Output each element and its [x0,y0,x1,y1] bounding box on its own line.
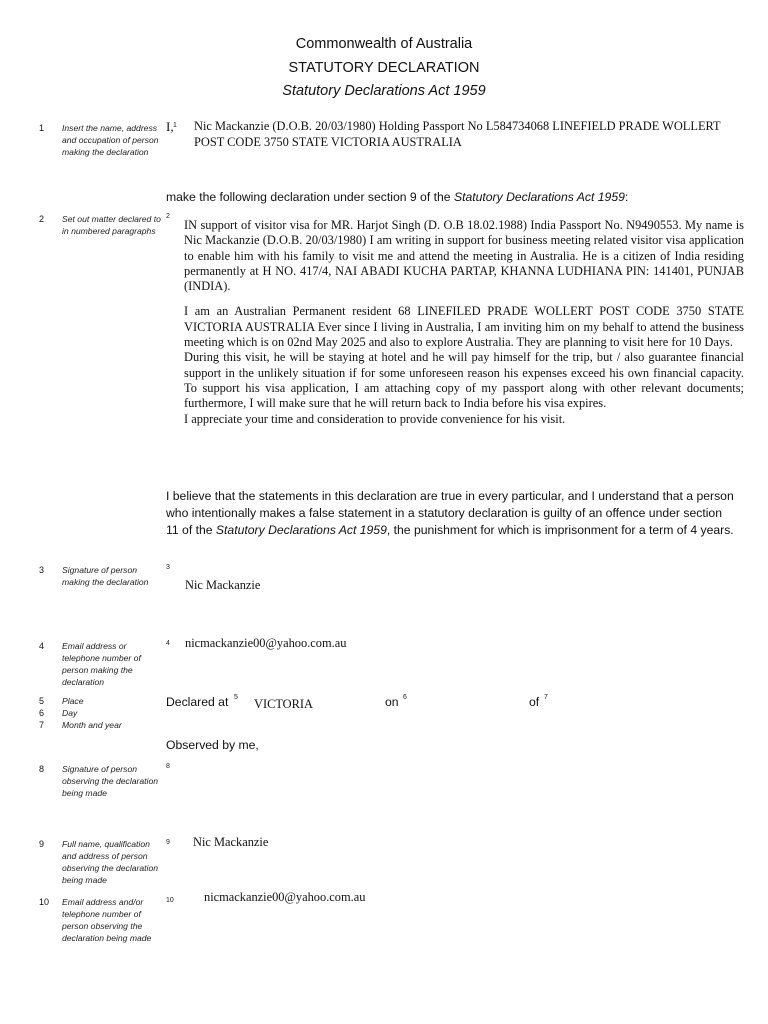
note-2-text: Set out matter declared to in numbered paragraphs [62,214,161,236]
note-number-10: 10 [39,897,50,907]
note-number-9: 9 [39,839,45,849]
note-number-3: 3 [39,565,45,575]
statement-paragraph-1: IN support of visitor visa for MR. Harjot Singh (D. O.B 18.02.1988) India Passport No. N9490553. My name is Nic Mackanzie (D.O.B. 20/03/1980) I am writing in support for business meeting related visitor visa application to enable him with his family to visit me and attend the meeting in Australia. He is a citizen of India residing permanently at H NO. 417/4, NAI ABADI KUCHA PARTAP, KHANNA LUDHIANA PIN: 141401, PUNJAB (INDIA). [184,218,744,294]
note-8-text: Signature of person observing the declaration being made [62,764,159,798]
declarant-details: Nic Mackanzie (D.O.B. 20/03/1980) Holding Passport No L584734068 LINEFIELD PRADE WOLLERT POST CODE 3750 STATE VICTORIA AUSTRALIA [194,119,721,149]
statement-paragraph-2: I am an Australian Permanent resident 68 LINEFILED PRADE WOLLERT POST CODE 3750 STATE VICTORIA AUSTRALIA Ever since I living in Australia, I am inviting him on my behalf to attend the business meeting which is on 02nd May 2025 and also to explore Australia. They are planning to visit here for 10 Days. [184,304,744,350]
declared-at-label: Declared at [166,695,229,709]
contact-superscript: 4 [166,640,170,647]
declaration-intro [166,190,746,204]
statement-body [184,218,744,427]
note-9-text: Full name, qualification and address of person observing the declaration being made [62,839,159,885]
belief-text-part-1: I believe that the statements in this declaration are true in every particular, and I understand that a person who intentionally makes a false statement in a statutory declaration is guilty of an offence under section 11 of the [166,489,734,537]
observer-name: Nic Mackanzie [193,835,269,849]
note-7-text: Month and year [62,720,122,730]
note-number-4: 4 [39,641,45,651]
declarant-superscript: 1 [173,122,177,129]
statement-paragraph-3: During this visit, he will be staying at hotel and he will pay himself for the trip, but / also guarantee financial support in the unlikely situation if for some unforeseen reason his expenses exceed his own financial capacity. To support his visa application, I am attaching copy of my passport along with other relevant documents; furthermore, I will make sure that he will return back to India before his visa expires. [184,350,744,411]
note-number-6: 6 [39,708,45,718]
document-subtitle: STATUTORY DECLARATION [288,60,480,76]
observer-name-superscript: 9 [166,839,170,846]
declaration-intro-colon: : [624,190,629,204]
note-number-2: 2 [39,214,45,224]
note-5-text: Place [62,696,84,706]
belief-act: Statutory Declarations Act 1959 [215,523,387,537]
note-3-text: Signature of person making the declaration [62,565,149,587]
note-10-text: Email address and/or telephone number of person observing the declaration being made [62,897,152,943]
note-6-text: Day [62,708,78,718]
statement-superscript: 2 [166,213,170,220]
note-4-text: Email address or telephone number of person making the declaration [62,641,141,687]
note-number-7: 7 [39,720,45,730]
signature-superscript: 3 [166,564,170,571]
note-number-5: 5 [39,696,45,706]
place-superscript: 5 [234,694,238,701]
declared-of-label: of [529,695,540,709]
declaration-intro-text: make the following declaration under section 9 of the [166,190,454,204]
declarant-prefix: I, [166,119,174,134]
note-number-8: 8 [39,764,45,774]
note-number-1: 1 [39,123,45,133]
statement-paragraph-4: I appreciate your time and consideration to provide convenience for his visit. [184,411,566,426]
day-superscript: 6 [403,694,407,701]
declarant-signature: Nic Mackanzie [185,578,261,592]
declared-place: VICTORIA [254,697,313,711]
declarant-email: nicmackanzie00@yahoo.com.au [185,636,347,650]
declared-on-label: on [385,695,399,709]
observer-email: nicmackanzie00@yahoo.com.au [204,890,366,904]
belief-statement [166,488,736,539]
note-1-text: Insert the name, address and occupation of person making the declaration [62,123,159,157]
act-title: Statutory Declarations Act 1959 [282,83,486,99]
belief-text-part-2: , the punishment for which is imprisonment for a term of 4 years. [386,523,734,537]
observer-contact-superscript: 10 [166,897,174,904]
observed-label: Observed by me, [166,738,259,752]
declaration-intro-act: Statutory Declarations Act 1959 [453,190,625,204]
document-title: Commonwealth of Australia [295,36,473,52]
observer-signature-superscript: 8 [166,763,170,770]
month-superscript: 7 [544,694,548,701]
